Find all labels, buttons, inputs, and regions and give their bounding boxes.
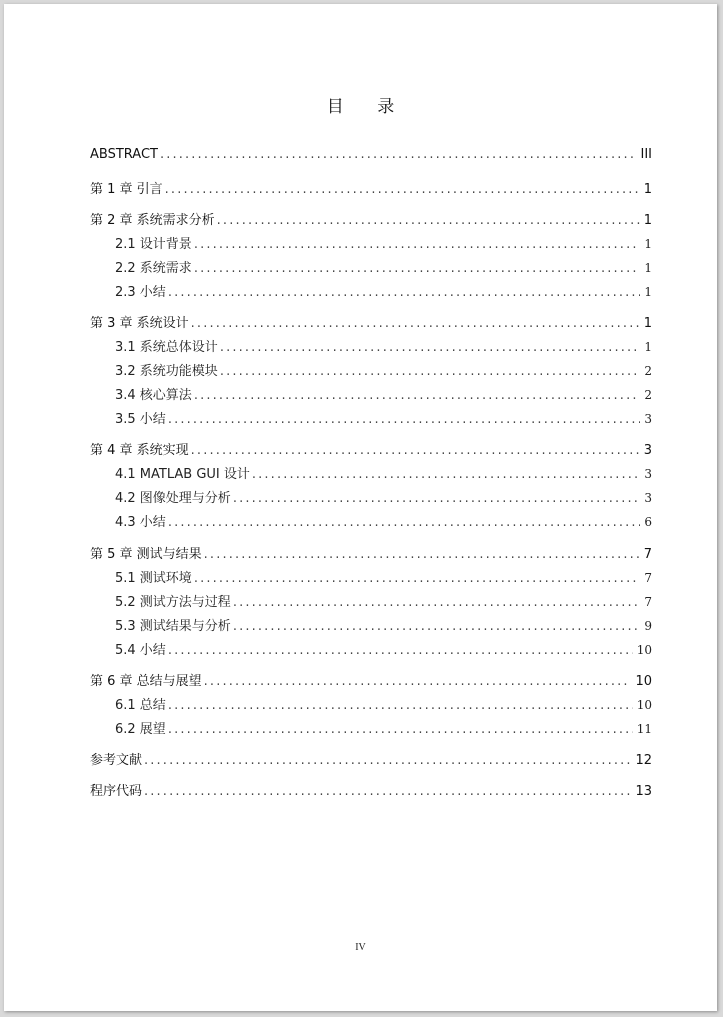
toc-entry-label: 6.2 展望 <box>115 722 166 737</box>
toc-entry-page: 6 <box>644 515 652 529</box>
toc-entry-page: 7 <box>644 595 652 609</box>
toc-leader-dots <box>194 571 641 586</box>
toc-leader-dots <box>191 443 640 458</box>
page-number-footer: IV <box>355 942 366 953</box>
toc-entry-label: 第 4 章 系统实现 <box>90 443 189 458</box>
toc-entry-label: 第 3 章 系统设计 <box>90 316 189 331</box>
toc-entry-label: 3.1 系统总体设计 <box>115 340 218 355</box>
toc-entry-page: 1 <box>644 261 652 275</box>
toc-entry-label: 6.1 总结 <box>115 698 166 713</box>
toc-entry-section-5-3[interactable] <box>115 615 652 633</box>
toc-entry-label: 参考文献 <box>90 753 143 768</box>
table-of-contents <box>4 4 717 1011</box>
toc-entry-label: ABSTRACT <box>90 147 158 162</box>
toc-leader-dots <box>191 316 640 331</box>
toc-entry-page: 7 <box>644 571 652 585</box>
toc-leader-dots <box>168 643 633 658</box>
toc-entry-page: 12 <box>635 753 652 768</box>
toc-entry-section-4-1[interactable] <box>115 463 652 481</box>
toc-entry-page: 10 <box>636 698 652 712</box>
toc-entry-label: 4.1 MATLAB GUI 设计 <box>115 467 250 482</box>
toc-entry-label: 4.2 图像处理与分析 <box>115 491 231 506</box>
toc-entry-page: 1 <box>643 213 652 228</box>
toc-entry-page: 9 <box>644 619 652 633</box>
toc-entry-section-3-1[interactable] <box>115 336 652 354</box>
toc-entry-label: 2.1 设计背景 <box>115 237 192 252</box>
toc-entry-section-3-5[interactable] <box>115 408 652 426</box>
toc-entry-page: 1 <box>643 182 652 197</box>
toc-leader-dots <box>168 412 641 427</box>
toc-entry-page: III <box>640 147 652 162</box>
toc-entry-references[interactable] <box>90 749 652 767</box>
toc-entry-section-6-2[interactable] <box>115 718 652 736</box>
toc-entry-page: 3 <box>644 491 652 505</box>
toc-entry-label: 2.3 小结 <box>115 285 166 300</box>
toc-entry-section-4-2[interactable] <box>115 487 652 505</box>
toc-entry-label: 3.4 核心算法 <box>115 388 192 403</box>
toc-leader-dots <box>168 515 641 530</box>
toc-entry-section-3-4[interactable] <box>115 384 652 402</box>
toc-entry-label: 第 5 章 测试与结果 <box>90 547 202 562</box>
toc-entry-chapter-5[interactable] <box>90 543 652 561</box>
toc-entry-page: 13 <box>635 784 652 799</box>
toc-entry-label: 第 1 章 引言 <box>90 182 163 197</box>
toc-entry-abstract[interactable] <box>90 147 652 165</box>
toc-entry-page: 10 <box>636 643 652 657</box>
toc-entry-page: 11 <box>636 722 652 736</box>
toc-entry-label: 5.3 测试结果与分析 <box>115 619 231 634</box>
toc-entry-page: 2 <box>644 388 652 402</box>
toc-entry-section-5-4[interactable] <box>115 639 652 657</box>
toc-entry-label: 3.2 系统功能模块 <box>115 364 218 379</box>
toc-leader-dots <box>168 285 641 300</box>
toc-entry-section-5-1[interactable] <box>115 567 652 585</box>
page-title: 目 录 <box>326 97 409 117</box>
toc-leader-dots <box>233 491 641 506</box>
toc-leader-dots <box>220 364 641 379</box>
toc-leader-dots <box>168 698 633 713</box>
toc-entry-page: 3 <box>643 443 652 458</box>
toc-leader-dots <box>233 595 641 610</box>
toc-leader-dots <box>194 237 641 252</box>
toc-entry-label: 5.2 测试方法与过程 <box>115 595 231 610</box>
toc-entry-program-code[interactable] <box>90 780 652 798</box>
toc-leader-dots <box>220 340 641 355</box>
toc-entry-page: 1 <box>644 285 652 299</box>
toc-entry-chapter-1[interactable] <box>90 178 652 196</box>
toc-entry-page: 7 <box>643 547 652 562</box>
toc-entry-page: 2 <box>644 364 652 378</box>
toc-entry-section-2-1[interactable] <box>115 233 652 251</box>
toc-entry-chapter-2[interactable] <box>90 209 652 227</box>
toc-leader-dots <box>160 147 637 162</box>
toc-leader-dots <box>204 674 632 689</box>
toc-entry-section-3-2[interactable] <box>115 360 652 378</box>
toc-entry-page: 1 <box>644 340 652 354</box>
toc-entry-chapter-4[interactable] <box>90 439 652 457</box>
toc-entry-label: 3.5 小结 <box>115 412 166 427</box>
toc-leader-dots <box>194 261 641 276</box>
toc-entry-chapter-3[interactable] <box>90 312 652 330</box>
toc-entry-page: 1 <box>643 316 652 331</box>
toc-leader-dots <box>194 388 641 403</box>
toc-entry-label: 程序代码 <box>90 784 143 799</box>
toc-entry-section-5-2[interactable] <box>115 591 652 609</box>
toc-entry-section-2-2[interactable] <box>115 257 652 275</box>
toc-entry-section-6-1[interactable] <box>115 694 652 712</box>
toc-entry-label: 第 6 章 总结与展望 <box>90 674 202 689</box>
toc-entry-section-4-3[interactable] <box>115 511 652 529</box>
toc-entry-label: 5.1 测试环境 <box>115 571 192 586</box>
toc-entry-label: 5.4 小结 <box>115 643 166 658</box>
toc-leader-dots <box>217 213 640 228</box>
toc-leader-dots <box>165 182 640 197</box>
toc-leader-dots <box>252 467 640 482</box>
toc-leader-dots <box>144 753 631 768</box>
document-page <box>4 4 717 1011</box>
toc-leader-dots <box>144 784 631 799</box>
toc-entry-page: 1 <box>644 237 652 251</box>
toc-entry-label: 4.3 小结 <box>115 515 166 530</box>
toc-entry-page: 10 <box>635 674 652 689</box>
toc-entry-label: 2.2 系统需求 <box>115 261 192 276</box>
toc-entry-label: 第 2 章 系统需求分析 <box>90 213 215 228</box>
toc-entry-section-2-3[interactable] <box>115 281 652 299</box>
toc-entry-page: 3 <box>644 467 652 481</box>
toc-entry-page: 3 <box>644 412 652 426</box>
toc-entry-chapter-6[interactable] <box>90 670 652 688</box>
toc-leader-dots <box>204 547 640 562</box>
toc-leader-dots <box>233 619 641 634</box>
toc-leader-dots <box>168 722 633 737</box>
